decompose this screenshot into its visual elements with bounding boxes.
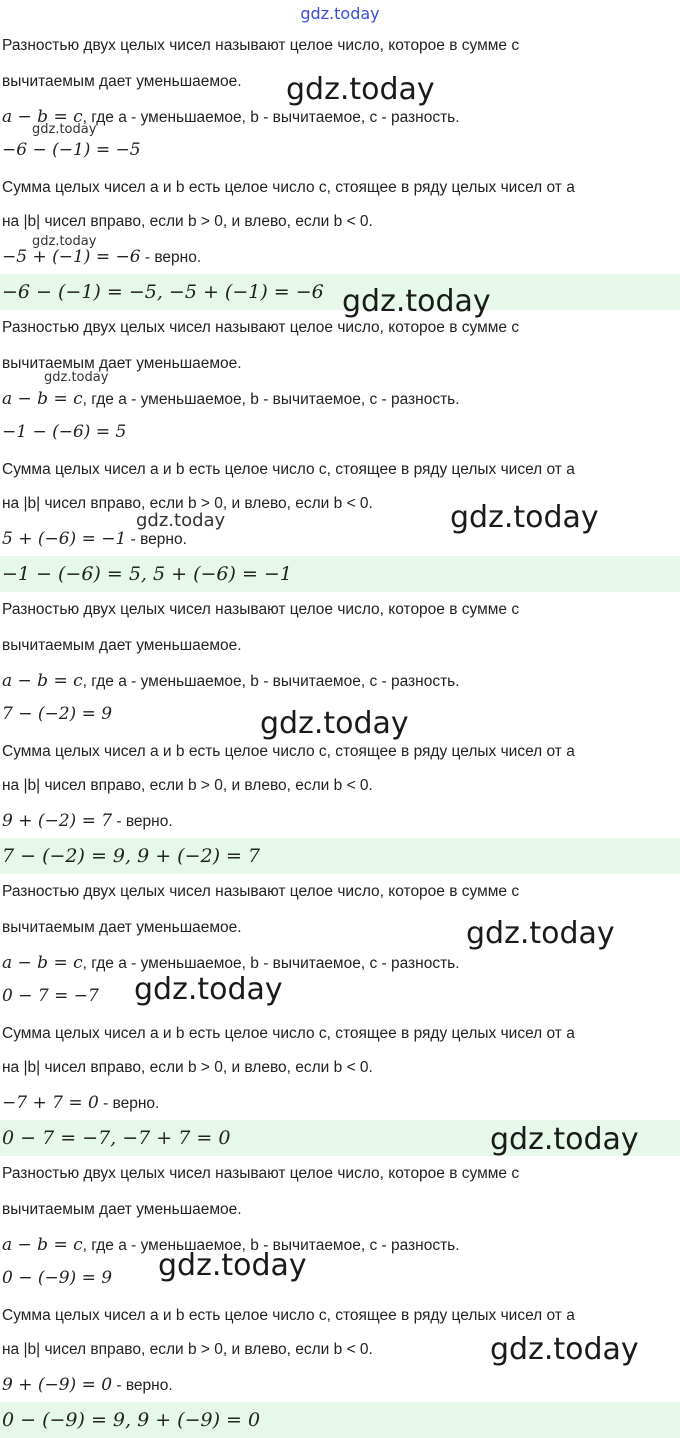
answer-text: 0 − (−9) = 9, 9 + (−9) = 0: [2, 1409, 261, 1431]
difference-line: 0 − 7 = −7: [2, 986, 99, 1006]
check-line: [2, 1375, 173, 1396]
formula: a − b = c: [2, 107, 83, 127]
formula: a − b = c: [2, 1235, 83, 1255]
check-suffix: - верно.: [98, 1095, 160, 1112]
check-formula: −5 + (−1) = −6: [2, 247, 141, 267]
formula-line: [2, 389, 460, 410]
check-formula: 9 + (−9) = 0: [2, 1375, 113, 1395]
watermark: gdz.today: [44, 370, 109, 385]
difference-line: −6 − (−1) = −5: [2, 140, 141, 160]
check-line: [2, 811, 173, 832]
definition-line-2: вычитаемым дает уменьшаемое.: [2, 1201, 242, 1218]
watermark: gdz.today: [490, 1332, 639, 1367]
formula-line: [2, 953, 460, 974]
definition-line-2: вычитаемым дает уменьшаемое.: [2, 73, 242, 90]
watermark: gdz.today: [32, 234, 97, 249]
definition-line-2: вычитаемым дает уменьшаемое.: [2, 355, 242, 372]
formula: a − b = c: [2, 671, 83, 691]
answer-row: [0, 274, 680, 310]
sum-rule-line-1: Сумма целых чисел a и b есть целое число c, стоящее в ряду целых чисел от a: [2, 461, 575, 478]
watermark: gdz.today: [158, 1248, 307, 1283]
watermark: gdz.today: [32, 122, 97, 137]
watermark: gdz.today: [450, 500, 599, 535]
sum-rule-line-1: Сумма целых чисел a и b есть целое число c, стоящее в ряду целых чисел от a: [2, 1025, 575, 1042]
watermark: gdz.today: [286, 72, 435, 107]
check-suffix: - верно.: [112, 1377, 173, 1394]
check-formula: −7 + 7 = 0: [2, 1093, 99, 1113]
definition-line-1: Разностью двух целых чисел называют целое число, которое в сумме с: [2, 883, 520, 900]
definition-line-1: Разностью двух целых чисел называют целое число, которое в сумме с: [2, 601, 520, 618]
answer-row: [0, 1402, 680, 1438]
answer-text: 0 − 7 = −7, −7 + 7 = 0: [2, 1127, 231, 1149]
answer-row: [0, 838, 680, 874]
definition-line-1: Разностью двух целых чисел называют целое число, которое в сумме с: [2, 1165, 520, 1182]
watermark: gdz.today: [134, 972, 283, 1007]
sum-rule-line-1: Сумма целых чисел a и b есть целое число c, стоящее в ряду целых чисел от a: [2, 1307, 575, 1324]
sum-rule-line-2: на |b| чисел вправо, если b > 0, и влево, если b < 0.: [2, 777, 373, 794]
check-formula: 9 + (−2) = 7: [2, 811, 113, 831]
check-suffix: - верно.: [112, 813, 173, 830]
site-logo[interactable]: gdz.today: [300, 4, 380, 23]
formula: a − b = c: [2, 953, 83, 973]
formula-note: , где a - уменьшаемое, b - вычитаемое, c - разность.: [82, 673, 460, 690]
watermark: gdz.today: [490, 1122, 639, 1157]
definition-line-1: Разностью двух целых чисел называют целое число, которое в сумме с: [2, 319, 520, 336]
check-line: [2, 1093, 159, 1114]
watermark: gdz.today: [136, 510, 226, 531]
difference-line: 7 − (−2) = 9: [2, 704, 113, 724]
answer-text: −1 − (−6) = 5, 5 + (−6) = −1: [2, 563, 292, 585]
answer-text: 7 − (−2) = 9, 9 + (−2) = 7: [2, 845, 261, 867]
check-line: [2, 247, 201, 268]
difference-line: −1 − (−6) = 5: [2, 422, 127, 442]
difference-line: 0 − (−9) = 9: [2, 1268, 113, 1288]
watermark: gdz.today: [342, 284, 491, 319]
answer-row: [0, 556, 680, 592]
formula-note: , где a - уменьшаемое, b - вычитаемое, c - разность.: [82, 109, 460, 126]
formula-line: [2, 671, 460, 692]
sum-rule-line-2: на |b| чисел вправо, если b > 0, и влево, если b < 0.: [2, 495, 373, 512]
definition-line-2: вычитаемым дает уменьшаемое.: [2, 637, 242, 654]
sum-rule-line-2: на |b| чисел вправо, если b > 0, и влево, если b < 0.: [2, 1059, 373, 1076]
formula-note: , где a - уменьшаемое, b - вычитаемое, c - разность.: [82, 955, 460, 972]
answer-text: −6 − (−1) = −5, −5 + (−1) = −6: [2, 281, 324, 303]
definition-line-2: вычитаемым дает уменьшаемое.: [2, 919, 242, 936]
check-line: [2, 529, 187, 550]
sum-rule-line-1: Сумма целых чисел a и b есть целое число c, стоящее в ряду целых чисел от a: [2, 179, 575, 196]
check-suffix: - верно.: [140, 249, 202, 266]
sum-rule-line-1: Сумма целых чисел a и b есть целое число c, стоящее в ряду целых чисел от a: [2, 743, 575, 760]
formula: a − b = c: [2, 389, 83, 409]
sum-rule-line-2: на |b| чисел вправо, если b > 0, и влево, если b < 0.: [2, 1341, 373, 1358]
check-formula: 5 + (−6) = −1: [2, 529, 127, 549]
watermark: gdz.today: [260, 706, 409, 741]
sum-rule-line-2: на |b| чисел вправо, если b > 0, и влево, если b < 0.: [2, 213, 373, 230]
watermark: gdz.today: [466, 916, 615, 951]
check-suffix: - верно.: [126, 531, 187, 548]
formula-note: , где a - уменьшаемое, b - вычитаемое, c - разность.: [82, 391, 460, 408]
formula-note: , где a - уменьшаемое, b - вычитаемое, c - разность.: [82, 1237, 460, 1254]
definition-line-1: Разностью двух целых чисел называют целое число, которое в сумме с: [2, 37, 520, 54]
